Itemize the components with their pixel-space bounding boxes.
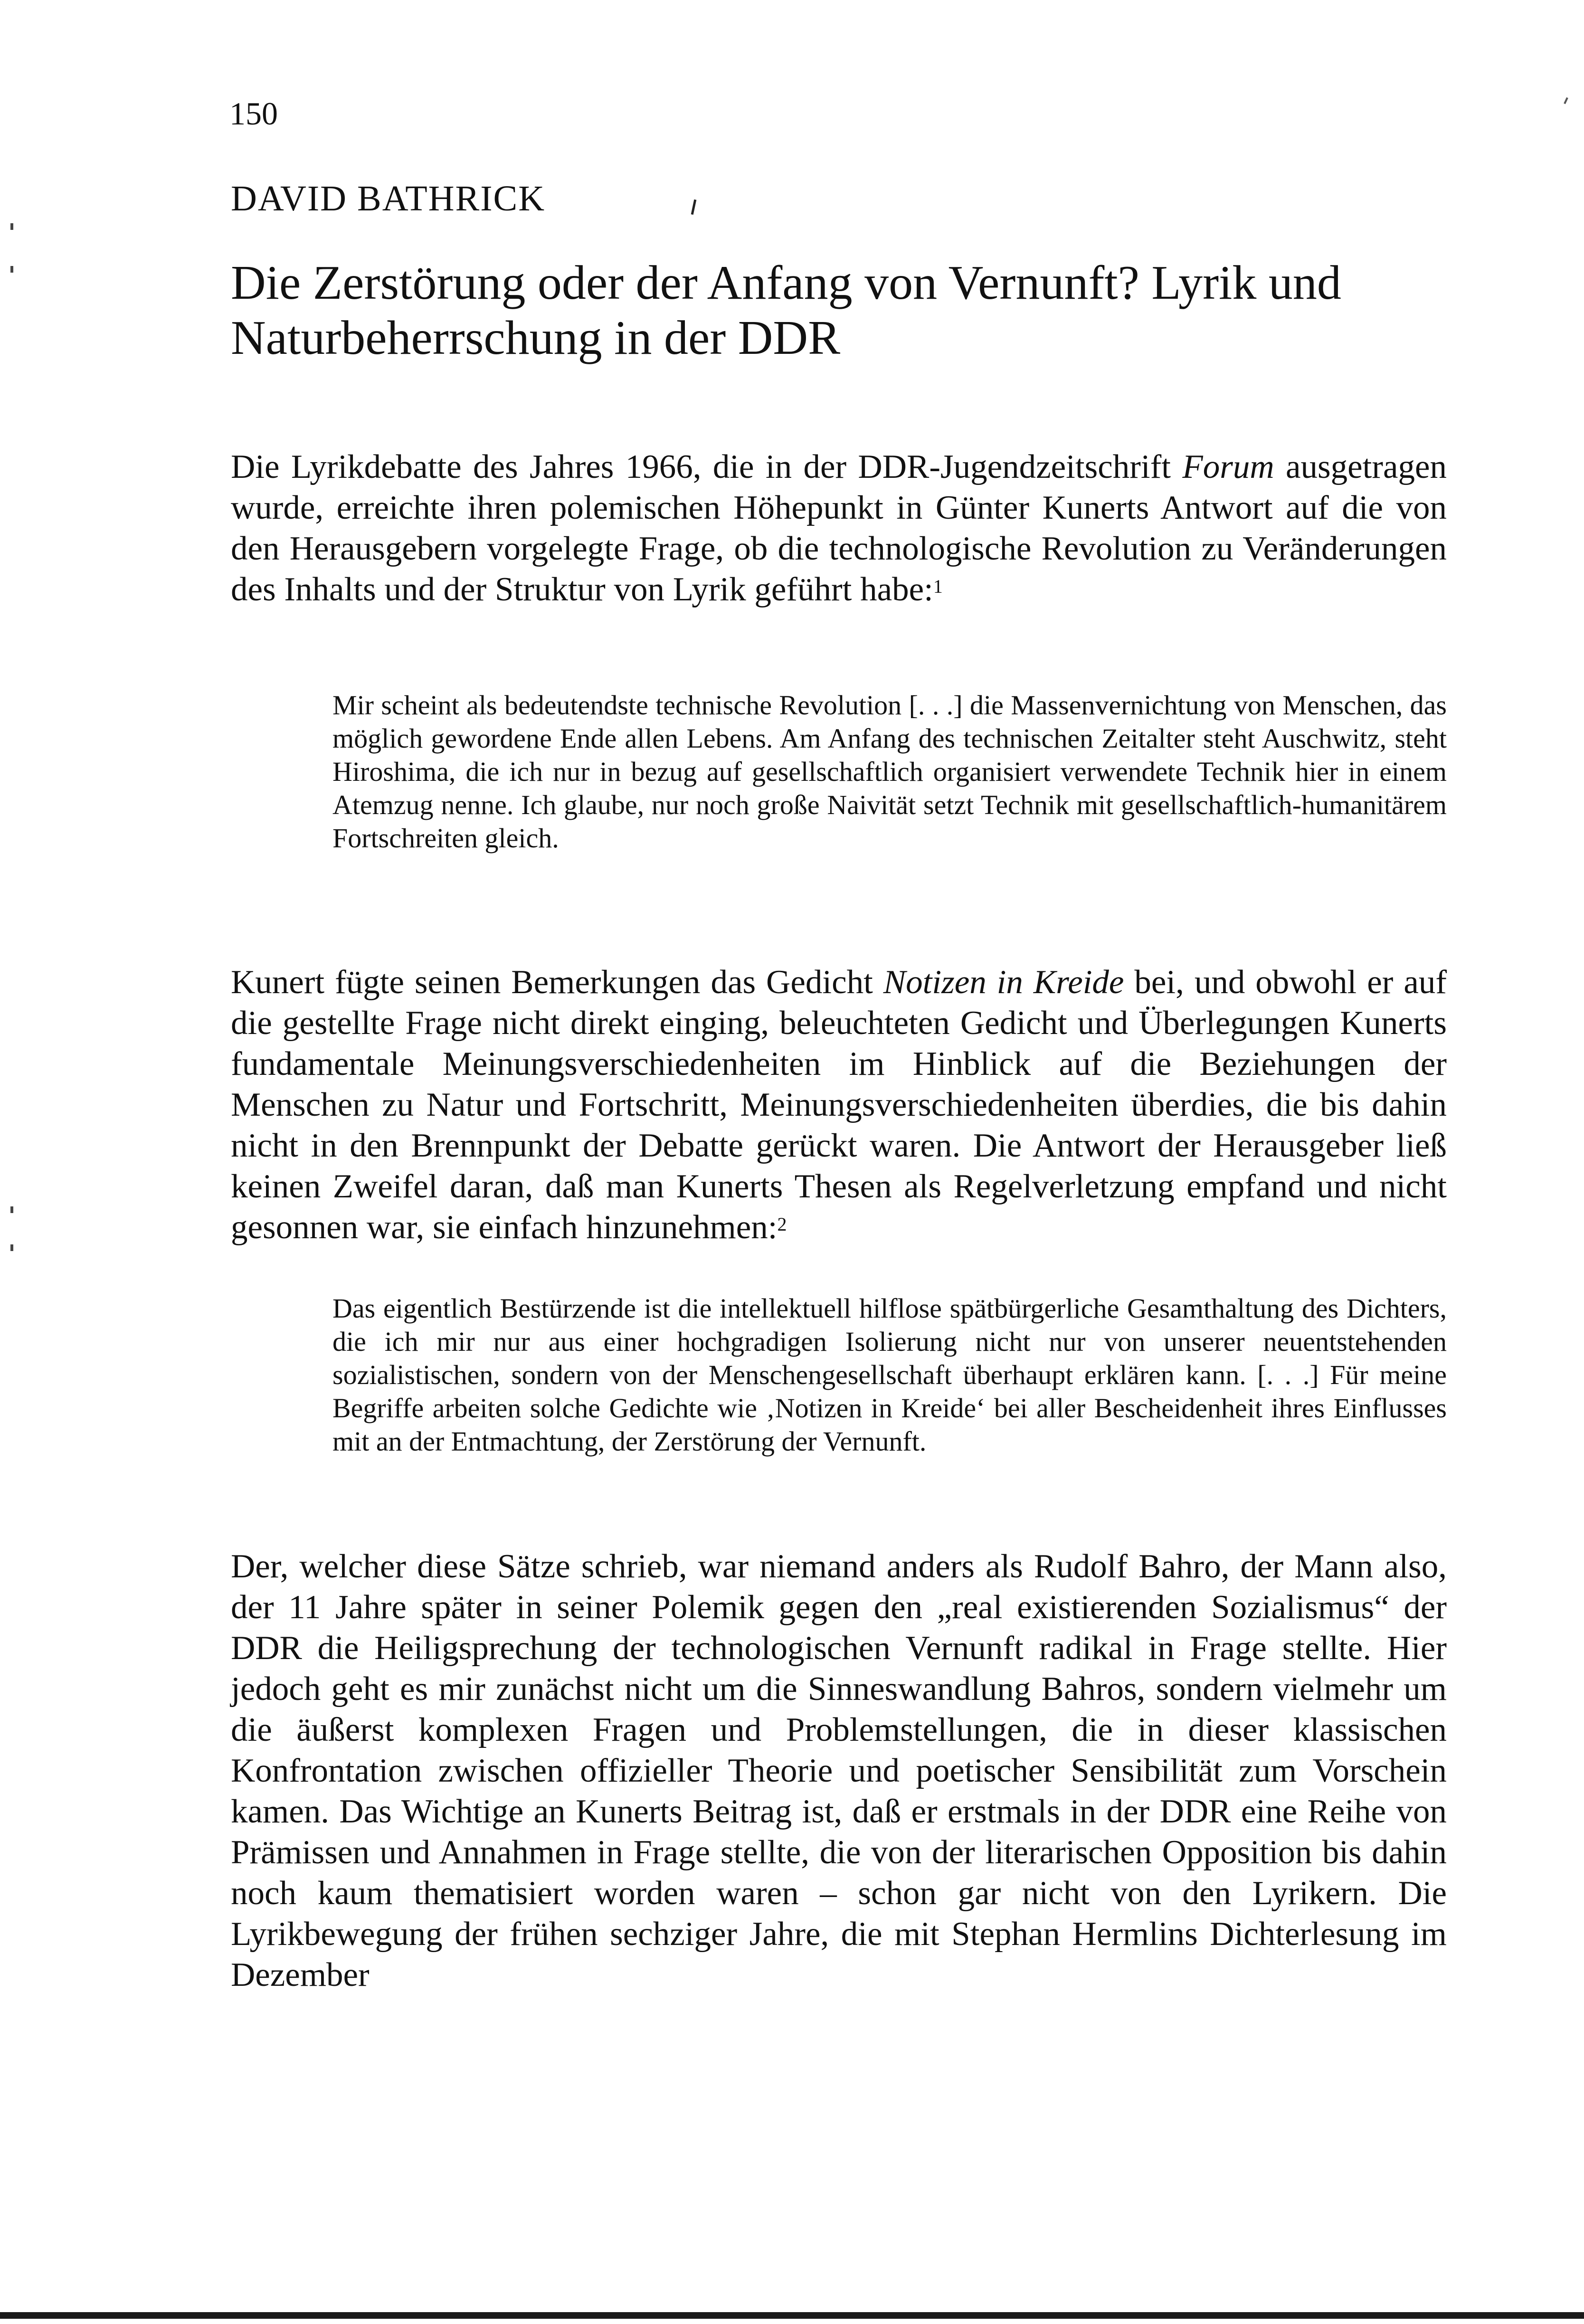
body-paragraph-3: Der, welcher diese Sätze schrieb, war niemand anders als Rudolf Bahro, der Mann also, der 11 Jahre später in seiner Polemik gegen den „real existierenden Sozialismus“ der DDR die Heiligsprechung der technologischen Vernunft radikal in Frage stellte. Hier jedoch geht es mir zunächst nicht um die Sinneswandlung Bahros, sondern vielmehr um die äußerst komplexen Fragen und Problemstellungen, die in dieser klassischen Konfrontation zwischen offizieller Theorie und poetischer Sensibilität zum Vorschein kamen. Das Wichtige an Kunerts Beitrag ist, daß er erstmals in der DDR eine Reihe von Prämissen und Annahmen in Frage stellte, die von der literarischen Opposition bis dahin noch kaum thematisiert worden waren – schon gar nicht von den Lyrikern. Die Lyrikbewegung der frühen sechziger Jahre, die mit Stephan Hermlins Dichterlesung im Dezember xyxy=(231,1548,1447,1993)
footnote-marker-2: 2 xyxy=(777,1214,787,1235)
journal-title-italic: Forum xyxy=(1182,448,1274,485)
block-quote-2: Das eigentlich Bestürzende ist die intellektuell hilflose spätbürgerliche Gesamthaltung des Dichters, die ich mir nur aus einer hochgradigen Isolierung nicht nur von unserer neuentstehenden sozialistischen, sondern von der Menschengesellschaft überhaupt erklären kann. [. . .] Für meine Begriffe arbeiten solche Gedichte wie ‚Notizen in Kreide‘ bei aller Bescheidenheit ihres Einflusses mit an der Entmachtung, der Zerstörung der Vernunft. xyxy=(332,1293,1447,1457)
block-quote-1: Mir scheint als bedeutendste technische Revolution [. . .] die Massenvernichtung von Menschen, das möglich gewordene Ende allen Lebens. Am Anfang des technischen Zeitalter steht Auschwitz, steht Hiroshima, die ich nur in bezug auf gesellschaftlich organisiert verwendete Technik hier in einem Atemzug nenne. Ich glaube, nur noch große Naivität setzt Technik mit gesellschaftlich-humanitärem Fortschreiten gleich. xyxy=(332,690,1447,854)
paragraph-text: ausgetragen wurde, erreichte ihren polemischen Höhepunkt in Günter Kunerts Antwort auf die von den Herausgebern vorgelegte Frage, ob die technologische Revolution zu Veränderungen des Inhalts und der Struktur von Lyrik geführt habe: xyxy=(231,448,1447,608)
scan-bottom-edge xyxy=(0,2312,1584,2319)
scan-speck xyxy=(10,223,13,230)
scan-speck xyxy=(10,266,13,273)
footnote-marker-1: 1 xyxy=(933,576,943,597)
scan-speck xyxy=(1564,97,1568,104)
page-number: 150 xyxy=(229,95,278,132)
article-title: Die Zerstörung oder der Anfang von Vernunft? Lyrik und Naturbeherrschung in der DDR xyxy=(231,256,1341,365)
poem-title-italic: Notizen in Kreide xyxy=(883,964,1124,1001)
author-name: DAVID BATHRICK xyxy=(231,179,546,218)
paragraph-text: Kunert fügte seinen Bemerkungen das Gedicht xyxy=(231,964,883,1001)
body-paragraph-2 xyxy=(231,962,1447,1248)
scan-speck xyxy=(10,1206,13,1213)
paragraph-text: Die Lyrikdebatte des Jahres 1966, die in der DDR-Jugendzeitschrift xyxy=(231,448,1183,485)
body-paragraph-1 xyxy=(231,446,1447,610)
scan-speck xyxy=(10,1244,13,1251)
scan-mark xyxy=(691,199,697,215)
paragraph-text: bei, und obwohl er auf die gestellte Frage nicht direkt einging, beleuchteten Gedicht und Überlegungen Kunerts fundamentale Meinungsverschiedenheiten im Hinblick auf die Beziehungen der Menschen zu Natur und Fortschritt, Meinungsverschiedenheiten überdies, die bis dahin nicht in den Brennpunkt der Debatte gerückt waren. Die Antwort der Herausgeber ließ keinen Zweifel daran, daß man Kunerts Thesen als Regelverletzung empfand und nicht gesonnen war, sie einfach hinzunehmen: xyxy=(231,964,1447,1246)
